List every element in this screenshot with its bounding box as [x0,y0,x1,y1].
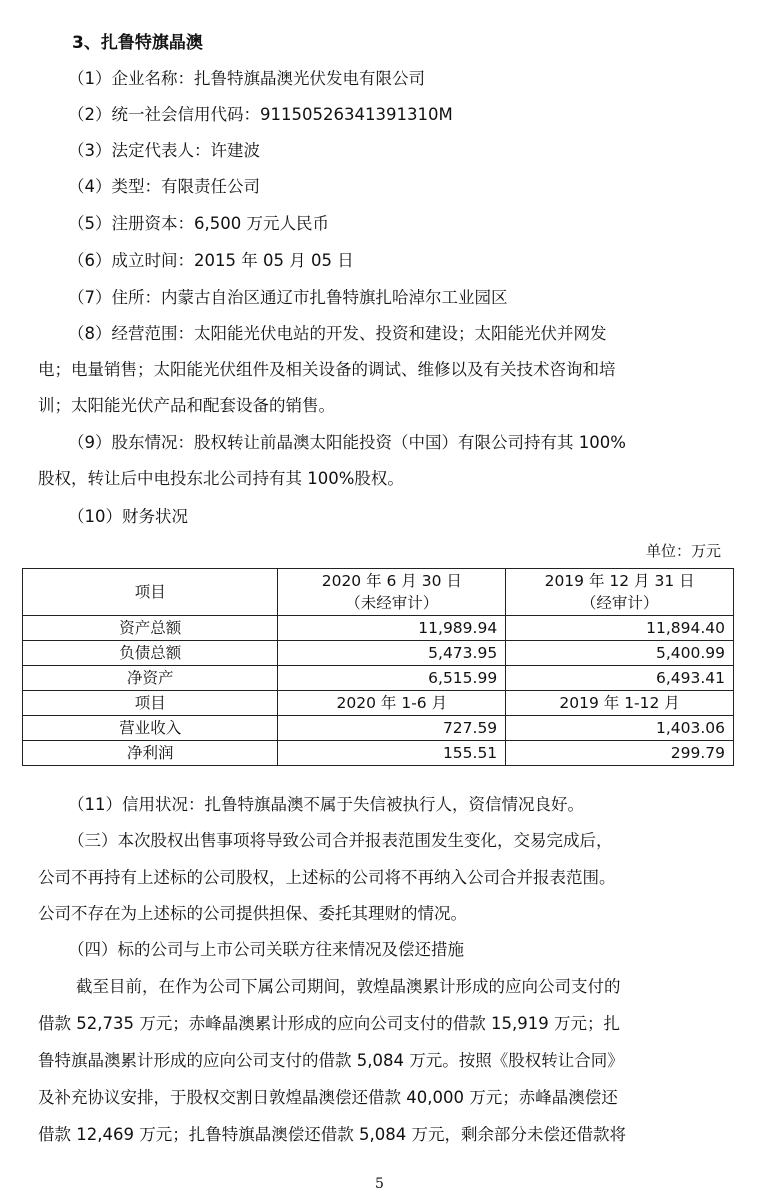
row-value-2020: 727.59 [278,716,506,741]
table-row [23,666,734,691]
para4-line1: 截至目前，在作为公司下属公司期间，敦煌晶澳累计形成的应向公司支付的 [76,977,621,996]
table-row [23,716,734,741]
para3-line2: 公司不再持有上述标的公司股权，上述标的公司将不再纳入公司合并报表范围。 [38,868,616,887]
row-value-2019: 1,403.06 [506,716,734,741]
item-address: （7）住所：内蒙古自治区通辽市扎鲁特旗扎哈淖尔工业园区 [68,288,508,307]
table-row [23,616,734,641]
para4-line4: 及补充协议安排，于股权交割日敦煌晶澳偿还借款 40,000 万元；赤峰晶澳偿还 [38,1088,618,1107]
financial-table [22,568,734,766]
header-col1 [278,569,506,616]
page-number: 5 [375,1176,384,1192]
row-value-2019: 5,400.99 [506,641,734,666]
item-legal-rep: （3）法定代表人：许建波 [68,141,260,160]
item-founded-date: （6）成立时间：2015 年 05 月 05 日 [68,251,354,270]
section-heading: 3、扎鲁特旗晶澳 [72,33,203,53]
header-col2 [506,569,734,616]
row-value-2019: 11,894.40 [506,616,734,641]
header-col1-date: 2020 年 6 月 30 日 [321,572,462,590]
item-business-scope-line2: 电；电量销售；太阳能光伏组件及相关设备的调试、维修以及有关技术咨询和培 [38,360,616,379]
subheader-item: 项目 [23,691,278,716]
para4-line3: 鲁特旗晶澳累计形成的应向公司支付的借款 5,084 万元。按照《股权转让合同》 [38,1051,624,1070]
para3-line1: （三）本次股权出售事项将导致公司合并报表范围发生变化，交易完成后， [68,831,613,850]
item-credit-status: （11）信用状况：扎鲁特旗晶澳不属于失信被执行人，资信情况良好。 [68,795,584,814]
row-label: 营业收入 [23,716,278,741]
table-row [23,641,734,666]
row-label: 资产总额 [23,616,278,641]
row-value-2020: 5,473.95 [278,641,506,666]
header-col1-audit: （未经审计） [345,594,439,612]
table-unit-label: 单位：万元 [645,542,721,560]
row-label: 负债总额 [23,641,278,666]
item-shareholders-line1: （9）股东情况：股权转让前晶澳太阳能投资（中国）有限公司持有其 100% [68,433,626,452]
subheader-col1: 2020 年 1-6 月 [278,691,506,716]
row-label: 净利润 [23,741,278,766]
item-business-scope-line3: 训；太阳能光伏产品和配套设备的销售。 [38,396,335,415]
row-value-2020: 11,989.94 [278,616,506,641]
header-col2-date: 2019 年 12 月 31 日 [544,572,695,590]
header-col2-audit: （经审计） [580,594,659,612]
item-registered-capital: （5）注册资本：6,500 万元人民币 [68,214,329,233]
table-row [23,741,734,766]
item-business-scope-line1: （8）经营范围：太阳能光伏电站的开发、投资和建设；太阳能光伏并网发 [68,324,607,343]
item-financials-title: （10）财务状况 [68,507,188,526]
header-item: 项目 [23,569,278,616]
row-value-2019: 299.79 [506,741,734,766]
para4-line2: 借款 52,735 万元；赤峰晶澳累计形成的应向公司支付的借款 15,919 万元；扎 [38,1014,620,1033]
item-type: （4）类型：有限责任公司 [68,177,260,196]
item-credit-code: （2）统一社会信用代码：91150526341391310M [68,105,453,124]
subheader-col2: 2019 年 1-12 月 [506,691,734,716]
table-header-row [23,569,734,616]
row-value-2019: 6,493.41 [506,666,734,691]
item-company-name: （1）企业名称：扎鲁特旗晶澳光伏发电有限公司 [68,69,425,88]
row-value-2020: 6,515.99 [278,666,506,691]
table-subheader-row [23,691,734,716]
item-shareholders-line2: 股权，转让后中电投东北公司持有其 100%股权。 [38,469,404,488]
para3-line3: 公司不存在为上述标的公司提供担保、委托其理财的情况。 [38,904,467,923]
row-label: 净资产 [23,666,278,691]
row-value-2020: 155.51 [278,741,506,766]
para4-title: （四）标的公司与上市公司关联方往来情况及偿还措施 [68,940,464,959]
para4-line5: 借款 12,469 万元；扎鲁特旗晶澳偿还借款 5,084 万元，剩余部分未偿还借款将 [38,1125,626,1144]
